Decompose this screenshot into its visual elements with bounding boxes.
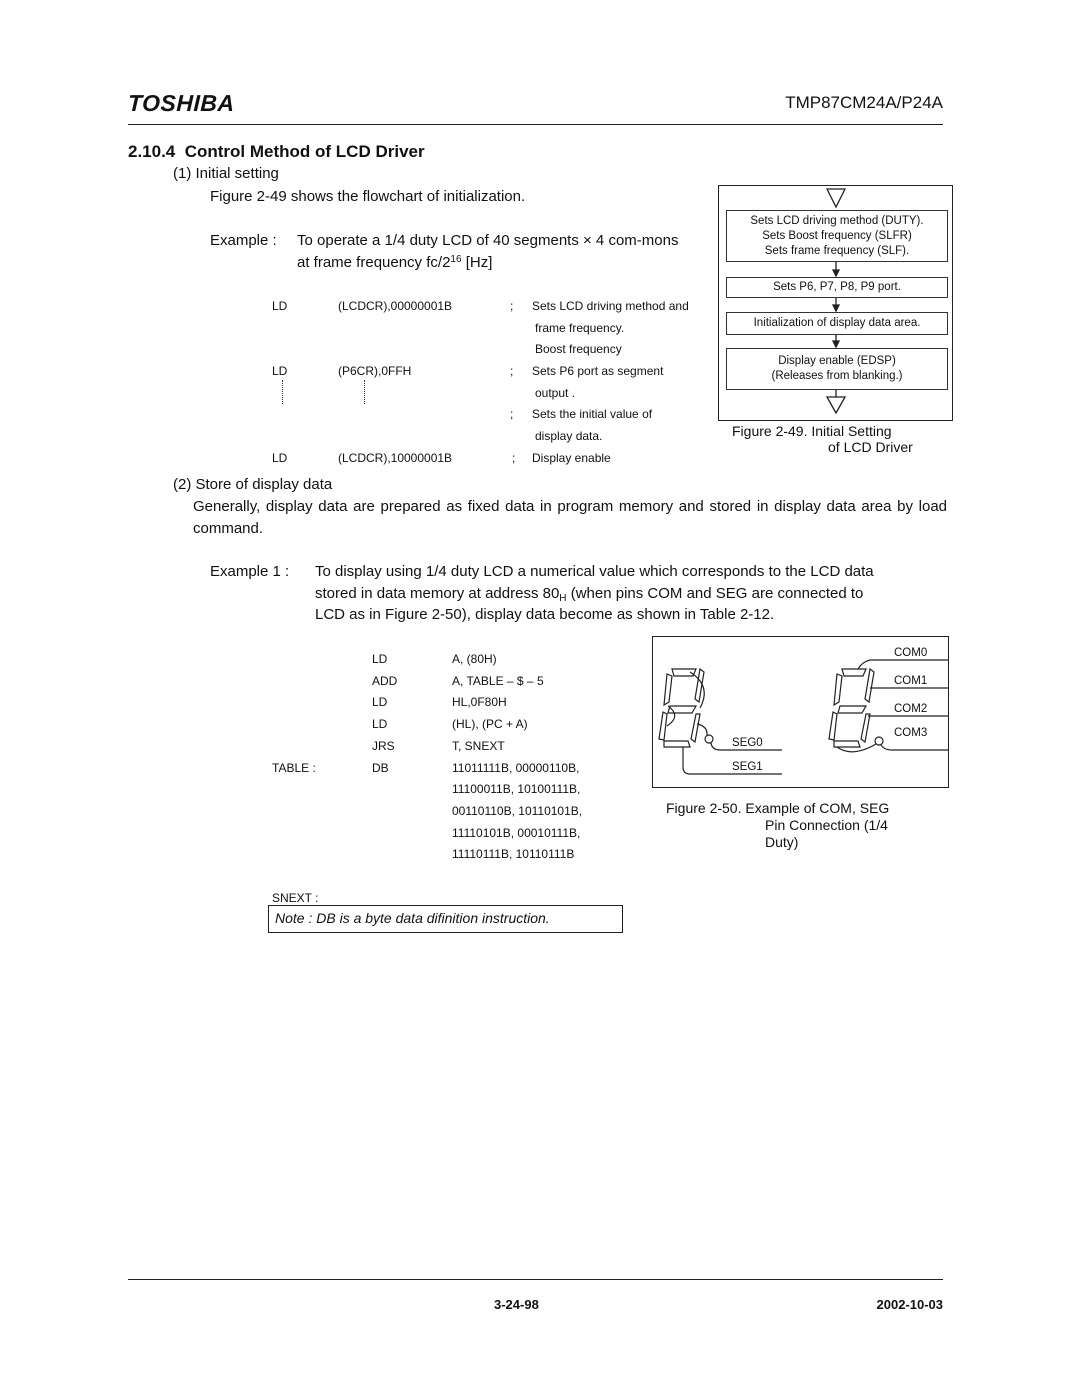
example-label: Example : — [210, 232, 277, 249]
com1-label: COM1 — [894, 675, 928, 687]
code-semicolon: ; — [510, 299, 514, 313]
code-arg: (P6CR),0FFH — [338, 364, 412, 378]
code-op: LD — [372, 652, 388, 666]
com0-label: COM0 — [894, 647, 928, 659]
code-comment: Sets P6 port as segment — [532, 364, 664, 378]
ellipsis-dots — [282, 380, 283, 404]
code-comment: display data. — [535, 429, 603, 443]
code-arg: T, SNEXT — [452, 738, 505, 753]
example-1-line-2 — [315, 585, 863, 604]
header-rule — [128, 124, 943, 125]
example-line-2 — [297, 254, 492, 271]
flow-step-4 — [726, 348, 948, 390]
code-arg: (HL), (PC + A) — [452, 717, 528, 732]
code-comment: output . — [535, 386, 576, 400]
code-label: TABLE : — [272, 760, 316, 775]
initial-setting-intro: Figure 2-49 shows the flowchart of initialization. — [210, 188, 526, 205]
code-op: LD — [272, 451, 288, 465]
flow-text: Display enable (EDSP) — [778, 355, 896, 367]
code-op: ADD — [372, 673, 398, 688]
code-arg: A, (80H) — [452, 652, 497, 666]
end-triangle-icon — [827, 397, 845, 413]
figure-2-49-caption: Figure 2-49. Initial Setting — [732, 423, 892, 439]
example-text: stored in data memory at address 80 — [315, 585, 560, 602]
seg1-label: SEG1 — [732, 761, 763, 773]
figure-2-50-caption: Figure 2-50. Example of COM, SEG — [666, 800, 890, 816]
code-label: SNEXT : — [272, 890, 319, 905]
flow-text: Sets frame frequency (SLF). — [764, 244, 910, 257]
code-comment: frame frequency. — [535, 321, 625, 335]
subscript: H — [559, 593, 567, 604]
code-arg: HL,0F80H — [452, 695, 507, 710]
toshiba-logo: TOSHIBA — [127, 90, 236, 116]
code-arg: 00110110B, 10110101B, — [452, 803, 583, 818]
example-text: [Hz] — [461, 254, 493, 271]
code-arg: 11110101B, 00010111B, — [452, 825, 581, 840]
example-text: at frame frequency fc/2 — [297, 254, 451, 271]
flow-text: Initialization of display data area. — [753, 317, 921, 329]
lcd-segment-diagram — [652, 636, 949, 788]
footer-date: 2002-10-03 — [876, 1297, 943, 1312]
page-number: 3-24-98 — [494, 1297, 539, 1312]
code-arg: 11100011B, 10100111B, — [452, 782, 581, 797]
com2-label: COM2 — [894, 703, 928, 715]
note-text: Note : DB is a byte data difinition instruction. — [275, 910, 550, 926]
figure-2-50-caption-3: Duty) — [765, 834, 799, 850]
part-number: TMP87CM24A/P24A — [785, 93, 943, 112]
code-arg: A, TABLE – $ – 5 — [452, 673, 544, 688]
code-arg: (LCDCR),10000001B — [338, 451, 453, 465]
flow-text: Sets LCD driving method (DUTY). — [750, 214, 924, 227]
figure-2-49-caption-2: of LCD Driver — [828, 439, 913, 455]
code-op: DB — [372, 760, 389, 775]
seven-segment-digit-1-icon — [659, 669, 782, 774]
store-display-paragraph: Generally, display data are prepared as fixed data in program memory and stored in display data area by load command. — [193, 498, 947, 537]
initial-setting-heading: (1) Initial setting — [173, 165, 279, 182]
section-title: Control Method of LCD Driver — [184, 142, 425, 161]
footer-rule — [128, 1279, 943, 1280]
code-semicolon: ; — [512, 451, 516, 465]
ellipsis-dots — [364, 380, 365, 404]
flow-text: (Releases from blanking.) — [771, 370, 903, 382]
example-1-line-1: To display using 1/4 duty LCD a numerical value which corresponds to the LCD data — [315, 563, 874, 580]
flow-step-3 — [726, 312, 948, 335]
code-arg: (LCDCR),00000001B — [338, 299, 453, 313]
example-line-1: To operate a 1/4 duty LCD of 40 segments × 4 com-mons — [297, 232, 679, 249]
example-1-label: Example 1 : — [210, 563, 290, 580]
note-box — [268, 905, 623, 933]
code-op: JRS — [372, 738, 395, 753]
code-op: LD — [272, 299, 288, 313]
code-arg: 11110111B, 10110111B — [452, 847, 575, 862]
code-comment: Sets LCD driving method and — [532, 299, 689, 313]
example-1-line-3: LCD as in Figure 2-50), display data become as shown in Table 2-12. — [315, 606, 775, 623]
flow-text: Sets Boost frequency (SLFR) — [762, 229, 912, 242]
example-text: (when pins COM and SEG are connected to — [566, 585, 864, 602]
code-comment: Boost frequency — [535, 342, 622, 356]
seven-segment-digit-2-icon — [829, 660, 948, 752]
code-op: LD — [372, 717, 388, 732]
flow-step-2 — [726, 277, 948, 298]
code-semicolon: ; — [510, 407, 514, 421]
section-heading — [128, 142, 425, 162]
flow-step-1 — [726, 210, 948, 262]
store-display-heading: (2) Store of display data — [173, 476, 333, 493]
seg0-label: SEG0 — [732, 737, 763, 749]
exponent: 16 — [450, 254, 462, 265]
start-triangle-icon — [827, 189, 845, 207]
section-number: 2.10.4 — [128, 142, 176, 161]
flow-text: Sets P6, P7, P8, P9 port. — [773, 281, 901, 293]
figure-2-50-caption-2: Pin Connection (1/4 — [765, 817, 888, 833]
code-op: LD — [272, 364, 288, 378]
code-semicolon: ; — [510, 364, 514, 378]
com3-label: COM3 — [894, 727, 928, 739]
code-comment: Display enable — [532, 451, 611, 465]
code-comment: Sets the initial value of — [532, 407, 653, 421]
code-op: LD — [372, 695, 388, 710]
code-arg: 11011111B, 00000110B, — [452, 760, 580, 775]
